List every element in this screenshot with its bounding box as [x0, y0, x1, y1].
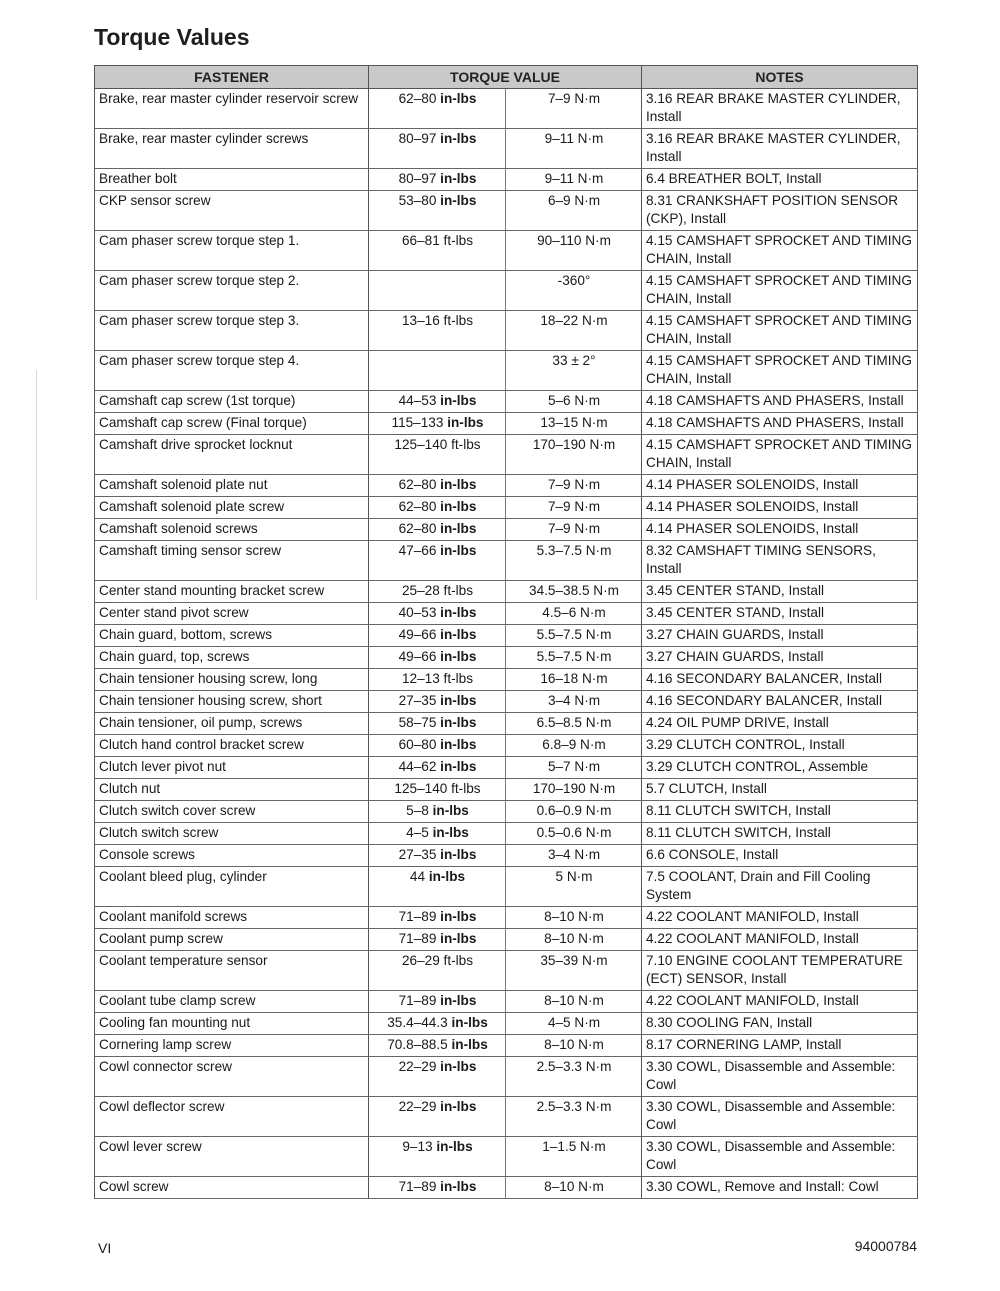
- torque-imperial-cell: [369, 691, 506, 713]
- torque-metric-cell: 5–6 N·m: [506, 391, 642, 413]
- fastener-cell: Clutch switch screw: [95, 823, 369, 845]
- torque-imperial-value: 49–66: [398, 627, 437, 642]
- torque-imperial-value: 44–53: [398, 393, 437, 408]
- torque-imperial-unit: in-lbs: [440, 477, 477, 492]
- torque-imperial-cell: [369, 1177, 506, 1199]
- table-row: [95, 647, 918, 669]
- notes-cell: 5.7 CLUTCH, Install: [642, 779, 918, 801]
- torque-imperial-unit: in-lbs: [432, 825, 469, 840]
- torque-imperial-value: 4–5: [406, 825, 429, 840]
- torque-metric-cell: 0.6–0.9 N·m: [506, 801, 642, 823]
- torque-metric-cell: 35–39 N·m: [506, 951, 642, 991]
- table-row: [95, 391, 918, 413]
- torque-imperial-value: 12–13 ft-lbs: [401, 671, 474, 686]
- notes-cell: 6.4 BREATHER BOLT, Install: [642, 169, 918, 191]
- notes-cell: 3.45 CENTER STAND, Install: [642, 603, 918, 625]
- table-row: [95, 1013, 918, 1035]
- torque-metric-cell: 4–5 N·m: [506, 1013, 642, 1035]
- torque-metric-cell: 9–11 N·m: [506, 129, 642, 169]
- torque-imperial-cell: [369, 541, 506, 581]
- torque-imperial-unit: in-lbs: [440, 627, 477, 642]
- fastener-cell: Chain guard, top, screws: [95, 647, 369, 669]
- fastener-cell: Clutch lever pivot nut: [95, 757, 369, 779]
- table-row: [95, 907, 918, 929]
- fastener-cell: Chain tensioner, oil pump, screws: [95, 713, 369, 735]
- torque-imperial-unit: in-lbs: [440, 737, 477, 752]
- fastener-cell: Chain guard, bottom, screws: [95, 625, 369, 647]
- torque-imperial-cell: [369, 89, 506, 129]
- torque-imperial-cell: [369, 929, 506, 951]
- torque-imperial-unit: in-lbs: [440, 715, 477, 730]
- table-row: [95, 519, 918, 541]
- torque-metric-cell: 1–1.5 N·m: [506, 1137, 642, 1177]
- fastener-cell: Camshaft cap screw (1st torque): [95, 391, 369, 413]
- torque-imperial-cell: [369, 867, 506, 907]
- torque-imperial-value: 71–89: [398, 931, 437, 946]
- torque-imperial-cell: [369, 735, 506, 757]
- fastener-cell: Clutch switch cover screw: [95, 801, 369, 823]
- torque-imperial-unit: in-lbs: [447, 415, 484, 430]
- notes-cell: 3.16 REAR BRAKE MASTER CYLINDER, Install: [642, 89, 918, 129]
- torque-imperial-cell: [369, 779, 506, 801]
- torque-imperial-unit: in-lbs: [440, 759, 477, 774]
- torque-imperial-unit: in-lbs: [440, 543, 477, 558]
- fastener-cell: Camshaft solenoid plate screw: [95, 497, 369, 519]
- torque-imperial-cell: [369, 713, 506, 735]
- torque-imperial-value: 35.4–44.3: [387, 1015, 448, 1030]
- table-row: [95, 89, 918, 129]
- torque-imperial-cell: [369, 1035, 506, 1057]
- torque-metric-cell: 5.5–7.5 N·m: [506, 647, 642, 669]
- torque-imperial-unit: in-lbs: [440, 931, 477, 946]
- table-row: [95, 581, 918, 603]
- torque-imperial-cell: [369, 351, 506, 391]
- table-body: [95, 89, 918, 1199]
- table-row: [95, 929, 918, 951]
- fastener-cell: Brake, rear master cylinder screws: [95, 129, 369, 169]
- torque-metric-cell: 8–10 N·m: [506, 907, 642, 929]
- torque-imperial-cell: [369, 1057, 506, 1097]
- table-row: [95, 1097, 918, 1137]
- notes-cell: 4.14 PHASER SOLENOIDS, Install: [642, 475, 918, 497]
- table-row: [95, 867, 918, 907]
- fastener-cell: Cam phaser screw torque step 4.: [95, 351, 369, 391]
- torque-imperial-unit: in-lbs: [440, 393, 477, 408]
- torque-metric-cell: 8–10 N·m: [506, 991, 642, 1013]
- torque-metric-cell: 90–110 N·m: [506, 231, 642, 271]
- torque-imperial-value: 13–16 ft-lbs: [401, 313, 474, 328]
- document-number: 94000784: [854, 1238, 917, 1254]
- notes-cell: 4.22 COOLANT MANIFOLD, Install: [642, 907, 918, 929]
- fastener-cell: Center stand pivot screw: [95, 603, 369, 625]
- torque-imperial-unit: in-lbs: [440, 649, 477, 664]
- table-row: [95, 991, 918, 1013]
- fastener-cell: Cowl deflector screw: [95, 1097, 369, 1137]
- fastener-cell: Coolant bleed plug, cylinder: [95, 867, 369, 907]
- torque-metric-cell: 6.8–9 N·m: [506, 735, 642, 757]
- torque-metric-cell: 0.5–0.6 N·m: [506, 823, 642, 845]
- table-row: [95, 669, 918, 691]
- torque-metric-cell: 3–4 N·m: [506, 691, 642, 713]
- torque-metric-cell: 34.5–38.5 N·m: [506, 581, 642, 603]
- notes-cell: 4.15 CAMSHAFT SPROCKET AND TIMING CHAIN, Install: [642, 311, 918, 351]
- torque-imperial-cell: [369, 801, 506, 823]
- torque-imperial-value: 70.8–88.5: [387, 1037, 448, 1052]
- notes-cell: 4.15 CAMSHAFT SPROCKET AND TIMING CHAIN, Install: [642, 351, 918, 391]
- table-row: [95, 801, 918, 823]
- torque-imperial-cell: [369, 625, 506, 647]
- notes-cell: 3.30 COWL, Remove and Install: Cowl: [642, 1177, 918, 1199]
- torque-imperial-unit: in-lbs: [436, 1139, 473, 1154]
- notes-cell: 8.11 CLUTCH SWITCH, Install: [642, 823, 918, 845]
- page-number: VI: [98, 1240, 112, 1256]
- table-row: [95, 191, 918, 231]
- table-row: [95, 779, 918, 801]
- fastener-cell: Coolant manifold screws: [95, 907, 369, 929]
- torque-metric-cell: 5.5–7.5 N·m: [506, 625, 642, 647]
- notes-cell: 8.31 CRANKSHAFT POSITION SENSOR (CKP), Install: [642, 191, 918, 231]
- torque-metric-cell: 5–7 N·m: [506, 757, 642, 779]
- margin-rule: [36, 370, 37, 600]
- table-row: [95, 271, 918, 311]
- torque-imperial-value: 53–80: [398, 193, 437, 208]
- fastener-cell: Cam phaser screw torque step 2.: [95, 271, 369, 311]
- torque-metric-cell: 5 N·m: [506, 867, 642, 907]
- notes-cell: 3.30 COWL, Disassemble and Assemble: Cowl: [642, 1057, 918, 1097]
- torque-imperial-value: 58–75: [398, 715, 437, 730]
- torque-imperial-unit: in-lbs: [451, 1037, 488, 1052]
- fastener-cell: Brake, rear master cylinder reservoir screw: [95, 89, 369, 129]
- fastener-cell: Clutch hand control bracket screw: [95, 735, 369, 757]
- header-notes: NOTES: [642, 66, 918, 89]
- torque-imperial-value: 62–80: [398, 499, 437, 514]
- torque-imperial-value: 9–13: [402, 1139, 433, 1154]
- torque-imperial-cell: [369, 129, 506, 169]
- torque-imperial-cell: [369, 519, 506, 541]
- torque-imperial-unit: in-lbs: [451, 1015, 488, 1030]
- torque-imperial-cell: [369, 669, 506, 691]
- notes-cell: 3.45 CENTER STAND, Install: [642, 581, 918, 603]
- fastener-cell: Camshaft timing sensor screw: [95, 541, 369, 581]
- torque-imperial-cell: [369, 1097, 506, 1137]
- table-row: [95, 823, 918, 845]
- torque-imperial-value: 27–35: [398, 693, 437, 708]
- torque-imperial-cell: [369, 907, 506, 929]
- torque-metric-cell: 16–18 N·m: [506, 669, 642, 691]
- table-row: [95, 625, 918, 647]
- table-row: [95, 1057, 918, 1097]
- table-row: [95, 757, 918, 779]
- torque-imperial-unit: in-lbs: [440, 91, 477, 106]
- table-row: [95, 231, 918, 271]
- notes-cell: 4.15 CAMSHAFT SPROCKET AND TIMING CHAIN, Install: [642, 435, 918, 475]
- torque-imperial-cell: [369, 391, 506, 413]
- torque-imperial-value: 26–29 ft-lbs: [401, 953, 474, 968]
- torque-imperial-value: 80–97: [398, 131, 437, 146]
- torque-metric-cell: 2.5–3.3 N·m: [506, 1097, 642, 1137]
- notes-cell: 3.27 CHAIN GUARDS, Install: [642, 647, 918, 669]
- notes-cell: 8.17 CORNERING LAMP, Install: [642, 1035, 918, 1057]
- torque-values-table: [94, 65, 918, 1199]
- torque-imperial-unit: in-lbs: [440, 521, 477, 536]
- torque-imperial-cell: [369, 757, 506, 779]
- notes-cell: 7.5 COOLANT, Drain and Fill Cooling System: [642, 867, 918, 907]
- fastener-cell: Chain tensioner housing screw, short: [95, 691, 369, 713]
- torque-imperial-value: 47–66: [398, 543, 437, 558]
- fastener-cell: Cowl lever screw: [95, 1137, 369, 1177]
- torque-imperial-cell: [369, 311, 506, 351]
- torque-imperial-cell: [369, 581, 506, 603]
- torque-imperial-value: 40–53: [398, 605, 437, 620]
- table-row: [95, 1137, 918, 1177]
- torque-metric-cell: 170–190 N·m: [506, 779, 642, 801]
- torque-imperial-unit: in-lbs: [440, 131, 477, 146]
- torque-imperial-unit: in-lbs: [440, 171, 477, 186]
- notes-cell: 3.16 REAR BRAKE MASTER CYLINDER, Install: [642, 129, 918, 169]
- fastener-cell: Console screws: [95, 845, 369, 867]
- fastener-cell: Cornering lamp screw: [95, 1035, 369, 1057]
- torque-imperial-value: 80–97: [398, 171, 437, 186]
- torque-metric-cell: 8–10 N·m: [506, 1035, 642, 1057]
- table-row: [95, 1177, 918, 1199]
- table-row: [95, 351, 918, 391]
- torque-imperial-unit: in-lbs: [440, 1179, 477, 1194]
- torque-metric-cell: 8–10 N·m: [506, 929, 642, 951]
- torque-imperial-cell: [369, 603, 506, 625]
- torque-imperial-value: 62–80: [398, 477, 437, 492]
- torque-imperial-value: 5–8: [406, 803, 429, 818]
- notes-cell: 4.15 CAMSHAFT SPROCKET AND TIMING CHAIN, Install: [642, 271, 918, 311]
- table-row: [95, 713, 918, 735]
- fastener-cell: CKP sensor screw: [95, 191, 369, 231]
- torque-metric-cell: 5.3–7.5 N·m: [506, 541, 642, 581]
- notes-cell: 3.30 COWL, Disassemble and Assemble: Cowl: [642, 1097, 918, 1137]
- torque-imperial-unit: in-lbs: [440, 193, 477, 208]
- header-torque-value: TORQUE VALUE: [369, 66, 642, 89]
- torque-metric-cell: 13–15 N·m: [506, 413, 642, 435]
- fastener-cell: Breather bolt: [95, 169, 369, 191]
- table-row: [95, 435, 918, 475]
- torque-imperial-value: 71–89: [398, 909, 437, 924]
- table-row: [95, 735, 918, 757]
- torque-imperial-unit: in-lbs: [440, 847, 477, 862]
- fastener-cell: Cowl screw: [95, 1177, 369, 1199]
- notes-cell: 4.22 COOLANT MANIFOLD, Install: [642, 991, 918, 1013]
- torque-imperial-cell: [369, 991, 506, 1013]
- notes-cell: 4.14 PHASER SOLENOIDS, Install: [642, 519, 918, 541]
- torque-imperial-unit: in-lbs: [440, 693, 477, 708]
- fastener-cell: Camshaft solenoid screws: [95, 519, 369, 541]
- fastener-cell: Cowl connector screw: [95, 1057, 369, 1097]
- torque-imperial-unit: in-lbs: [440, 605, 477, 620]
- torque-imperial-cell: [369, 435, 506, 475]
- torque-imperial-unit: in-lbs: [440, 499, 477, 514]
- torque-imperial-value: 22–29: [398, 1099, 437, 1114]
- torque-imperial-cell: [369, 191, 506, 231]
- fastener-cell: Clutch nut: [95, 779, 369, 801]
- torque-metric-cell: 9–11 N·m: [506, 169, 642, 191]
- page-title: Torque Values: [94, 24, 250, 50]
- torque-imperial-value: 71–89: [398, 993, 437, 1008]
- torque-metric-cell: 2.5–3.3 N·m: [506, 1057, 642, 1097]
- notes-cell: 4.16 SECONDARY BALANCER, Install: [642, 669, 918, 691]
- torque-imperial-cell: [369, 823, 506, 845]
- notes-cell: 4.18 CAMSHAFTS AND PHASERS, Install: [642, 413, 918, 435]
- table-row: [95, 541, 918, 581]
- fastener-cell: Cooling fan mounting nut: [95, 1013, 369, 1035]
- torque-imperial-cell: [369, 845, 506, 867]
- torque-imperial-cell: [369, 647, 506, 669]
- notes-cell: 8.11 CLUTCH SWITCH, Install: [642, 801, 918, 823]
- torque-imperial-value: 115–133: [391, 415, 444, 430]
- torque-imperial-value: 71–89: [398, 1179, 437, 1194]
- torque-imperial-cell: [369, 231, 506, 271]
- fastener-cell: Camshaft drive sprocket locknut: [95, 435, 369, 475]
- fastener-cell: Cam phaser screw torque step 3.: [95, 311, 369, 351]
- torque-metric-cell: 6–9 N·m: [506, 191, 642, 231]
- notes-cell: 3.30 COWL, Disassemble and Assemble: Cowl: [642, 1137, 918, 1177]
- torque-imperial-unit: in-lbs: [432, 803, 469, 818]
- fastener-cell: Coolant tube clamp screw: [95, 991, 369, 1013]
- notes-cell: 4.15 CAMSHAFT SPROCKET AND TIMING CHAIN, Install: [642, 231, 918, 271]
- torque-imperial-value: 62–80: [398, 91, 437, 106]
- torque-metric-cell: 6.5–8.5 N·m: [506, 713, 642, 735]
- torque-metric-cell: 3–4 N·m: [506, 845, 642, 867]
- torque-metric-cell: 170–190 N·m: [506, 435, 642, 475]
- notes-cell: 4.24 OIL PUMP DRIVE, Install: [642, 713, 918, 735]
- torque-imperial-unit: in-lbs: [440, 1099, 477, 1114]
- fastener-cell: Center stand mounting bracket screw: [95, 581, 369, 603]
- torque-imperial-value: 49–66: [398, 649, 437, 664]
- notes-cell: 4.16 SECONDARY BALANCER, Install: [642, 691, 918, 713]
- torque-metric-cell: 18–22 N·m: [506, 311, 642, 351]
- table-row: [95, 413, 918, 435]
- notes-cell: 6.6 CONSOLE, Install: [642, 845, 918, 867]
- torque-imperial-value: 22–29: [398, 1059, 437, 1074]
- notes-cell: 4.18 CAMSHAFTS AND PHASERS, Install: [642, 391, 918, 413]
- torque-metric-cell: 7–9 N·m: [506, 475, 642, 497]
- torque-imperial-cell: [369, 497, 506, 519]
- table-header-row: [95, 66, 918, 89]
- torque-metric-cell: 7–9 N·m: [506, 497, 642, 519]
- torque-imperial-cell: [369, 1137, 506, 1177]
- header-fastener: FASTENER: [95, 66, 369, 89]
- torque-metric-cell: 8–10 N·m: [506, 1177, 642, 1199]
- torque-imperial-unit: in-lbs: [428, 869, 466, 884]
- torque-imperial-value: 125–140 ft-lbs: [394, 781, 481, 796]
- torque-imperial-value: 62–80: [398, 521, 437, 536]
- notes-cell: 3.29 CLUTCH CONTROL, Assemble: [642, 757, 918, 779]
- table-row: [95, 603, 918, 625]
- notes-cell: 3.27 CHAIN GUARDS, Install: [642, 625, 918, 647]
- torque-imperial-value: 66–81 ft-lbs: [401, 233, 474, 248]
- notes-cell: 8.30 COOLING FAN, Install: [642, 1013, 918, 1035]
- torque-imperial-value: 125–140 ft-lbs: [394, 437, 481, 452]
- torque-imperial-cell: [369, 169, 506, 191]
- notes-cell: 4.14 PHASER SOLENOIDS, Install: [642, 497, 918, 519]
- torque-imperial-cell: [369, 475, 506, 497]
- torque-imperial-value: 44–62: [398, 759, 437, 774]
- torque-imperial-value: 44: [409, 869, 426, 884]
- table-row: [95, 497, 918, 519]
- fastener-cell: Coolant pump screw: [95, 929, 369, 951]
- notes-cell: 8.32 CAMSHAFT TIMING SENSORS, Install: [642, 541, 918, 581]
- table-row: [95, 129, 918, 169]
- fastener-cell: Camshaft solenoid plate nut: [95, 475, 369, 497]
- torque-imperial-unit: in-lbs: [440, 1059, 477, 1074]
- table-row: [95, 1035, 918, 1057]
- table-row: [95, 311, 918, 351]
- torque-imperial-cell: [369, 271, 506, 311]
- torque-imperial-unit: in-lbs: [440, 909, 477, 924]
- fastener-cell: Chain tensioner housing screw, long: [95, 669, 369, 691]
- torque-metric-cell: -360°: [506, 271, 642, 311]
- fastener-cell: Cam phaser screw torque step 1.: [95, 231, 369, 271]
- torque-imperial-cell: [369, 951, 506, 991]
- table-row: [95, 845, 918, 867]
- torque-metric-cell: 7–9 N·m: [506, 519, 642, 541]
- torque-imperial-unit: in-lbs: [440, 993, 477, 1008]
- torque-imperial-value: 60–80: [398, 737, 437, 752]
- notes-cell: 4.22 COOLANT MANIFOLD, Install: [642, 929, 918, 951]
- torque-metric-cell: 33 ± 2°: [506, 351, 642, 391]
- torque-imperial-cell: [369, 1013, 506, 1035]
- fastener-cell: Coolant temperature sensor: [95, 951, 369, 991]
- table-row: [95, 691, 918, 713]
- fastener-cell: Camshaft cap screw (Final torque): [95, 413, 369, 435]
- torque-metric-cell: 7–9 N·m: [506, 89, 642, 129]
- torque-imperial-cell: [369, 413, 506, 435]
- torque-imperial-value: 25–28 ft-lbs: [401, 583, 474, 598]
- notes-cell: 7.10 ENGINE COOLANT TEMPERATURE (ECT) SENSOR, Install: [642, 951, 918, 991]
- torque-metric-cell: 4.5–6 N·m: [506, 603, 642, 625]
- table-row: [95, 475, 918, 497]
- table-row: [95, 951, 918, 991]
- table-row: [95, 169, 918, 191]
- torque-imperial-value: 27–35: [398, 847, 437, 862]
- notes-cell: 3.29 CLUTCH CONTROL, Install: [642, 735, 918, 757]
